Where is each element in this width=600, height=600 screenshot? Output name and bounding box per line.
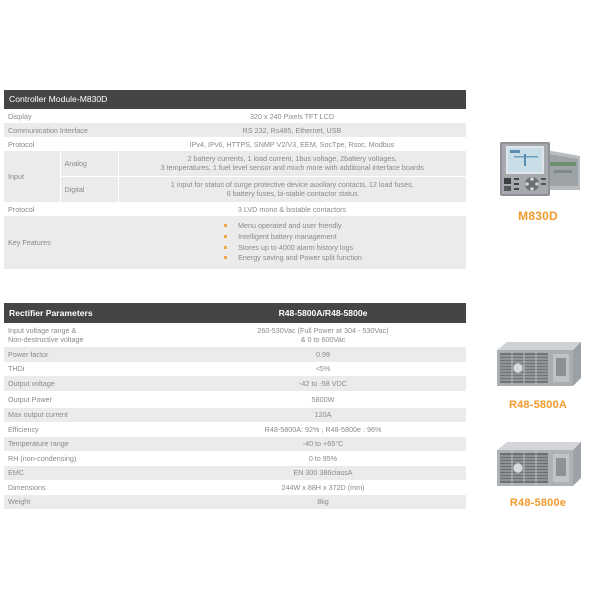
table-row [4,451,466,466]
analog-label: Analog [60,151,118,176]
controller-spec-table [4,90,466,269]
rectifier-model-header: R48-5800A/R48-5800e [278,307,368,318]
row-label: EMC [8,468,24,478]
row-label: Display [8,111,32,121]
table-row [4,323,466,347]
table-row [4,466,466,481]
input-label: Input [8,172,24,181]
r48-5800e-product [490,440,586,509]
table-row [4,362,466,377]
row-value: <5% [315,364,331,374]
rectifier-e-device-image [493,440,583,488]
row-value: 320 x 240 Pixels TFT LCD [249,111,335,121]
bullet-icon [224,235,227,238]
row-value: -40 to +65°C [302,439,344,449]
m830d-product [494,138,582,223]
row-value: 8kg [317,497,329,507]
row-value: 5800W [311,394,335,404]
table-row-input-analog [4,151,466,176]
table-row [4,437,466,452]
table-row [4,202,466,216]
row-label: Input voltage range & Non-destructive voltage [8,326,84,344]
digital-line-1: 1 input for status of surge protective device auxiliary contacts, 12 load fuses, [170,180,414,190]
feature-item: Stores up to 4000 alarm history logs [222,243,362,254]
row-value: EN 300 386classA [293,468,353,478]
table-row [4,123,466,137]
row-label: Output Power [8,394,52,404]
row-label: Temperature range [8,439,69,449]
r48-5800a-label: R48-5800A [508,399,568,411]
row-value: 3 LVD mono & bistable contactors [237,204,347,214]
table-row [4,391,466,408]
feature-item: Menu operated and user friendly [222,221,362,232]
controller-table-header [4,90,466,109]
row-label: THDi [8,364,25,374]
row-label: Weight [8,497,31,507]
key-features-value [118,216,466,269]
row-label: Power factor [8,349,49,359]
rectifier-table-header [4,303,466,323]
key-features-label: Key Features [8,238,51,247]
table-row [4,376,466,391]
row-value: IPv4, IPv6, HTTPS, SNMP V2/V3, EEM, SocTpe, Rsoc, Modbus [189,139,395,149]
table-row-key-features [4,216,466,269]
row-value: RS 232, Rs485, Ethernet, USB [242,125,342,135]
table-row [4,480,466,495]
rectifier-title: Rectifier Parameters [9,307,93,318]
table-row [4,408,466,423]
analog-line-2: 3 temperatures, 1 fuel level sensor and much more with additional interface boards [160,163,424,173]
row-value: R48-5800A: 92% ; R48-5800e : 96% [264,424,382,434]
digital-value [118,176,466,202]
row-label: Protocol [8,204,35,214]
row-label: Communication Interface [8,125,88,135]
table-row [4,422,466,437]
row-value: 260-530Vac (Full Power at 304 - 530Vac) & 0 to 600Vac [257,326,389,344]
r48-5800e-label: R48-5800e [509,497,567,509]
analog-line-1: 2 battery currents, 1 load current, 1bus voltage, 2battery voltages, [187,154,397,164]
row-label: Dimensions [8,482,46,492]
table-row [4,347,466,362]
row-label: Max output current [8,410,68,420]
rectifier-a-device-image [493,340,583,388]
row-value: 0.99 [316,349,330,359]
bullet-icon [224,224,227,227]
table-row [4,495,466,510]
row-label: Protocol [8,139,35,149]
row-label: Efficiency [8,424,39,434]
digital-line-2: 6 battery fuses, bi-stable contactor status [226,189,358,199]
row-value: 0 to 95% [308,453,338,463]
r48-5800a-product [490,340,586,411]
rectifier-spec-table [4,303,466,509]
row-label: Output voltage [8,378,55,388]
row-label: RH (non-condensing) [8,453,77,463]
row-value: -42 to -58 VDC [299,378,347,388]
digital-label: Digital [60,176,118,202]
controller-title: Controller Module-M830D [9,94,108,105]
analog-value [118,151,466,176]
key-features-list [222,221,362,263]
bullet-icon [224,246,227,249]
row-value: 120A [314,410,332,420]
row-value: 244W x 88H x 372D (mm) [281,482,365,492]
table-row-input-digital [4,176,466,202]
m830d-label: M830D [518,209,558,223]
feature-item: Intelligent battery management [222,232,362,243]
controller-device-image [494,138,582,198]
table-row [4,109,466,123]
table-row [4,137,466,151]
bullet-icon [224,256,227,259]
feature-item: Energy saving and Power split function [222,253,362,264]
